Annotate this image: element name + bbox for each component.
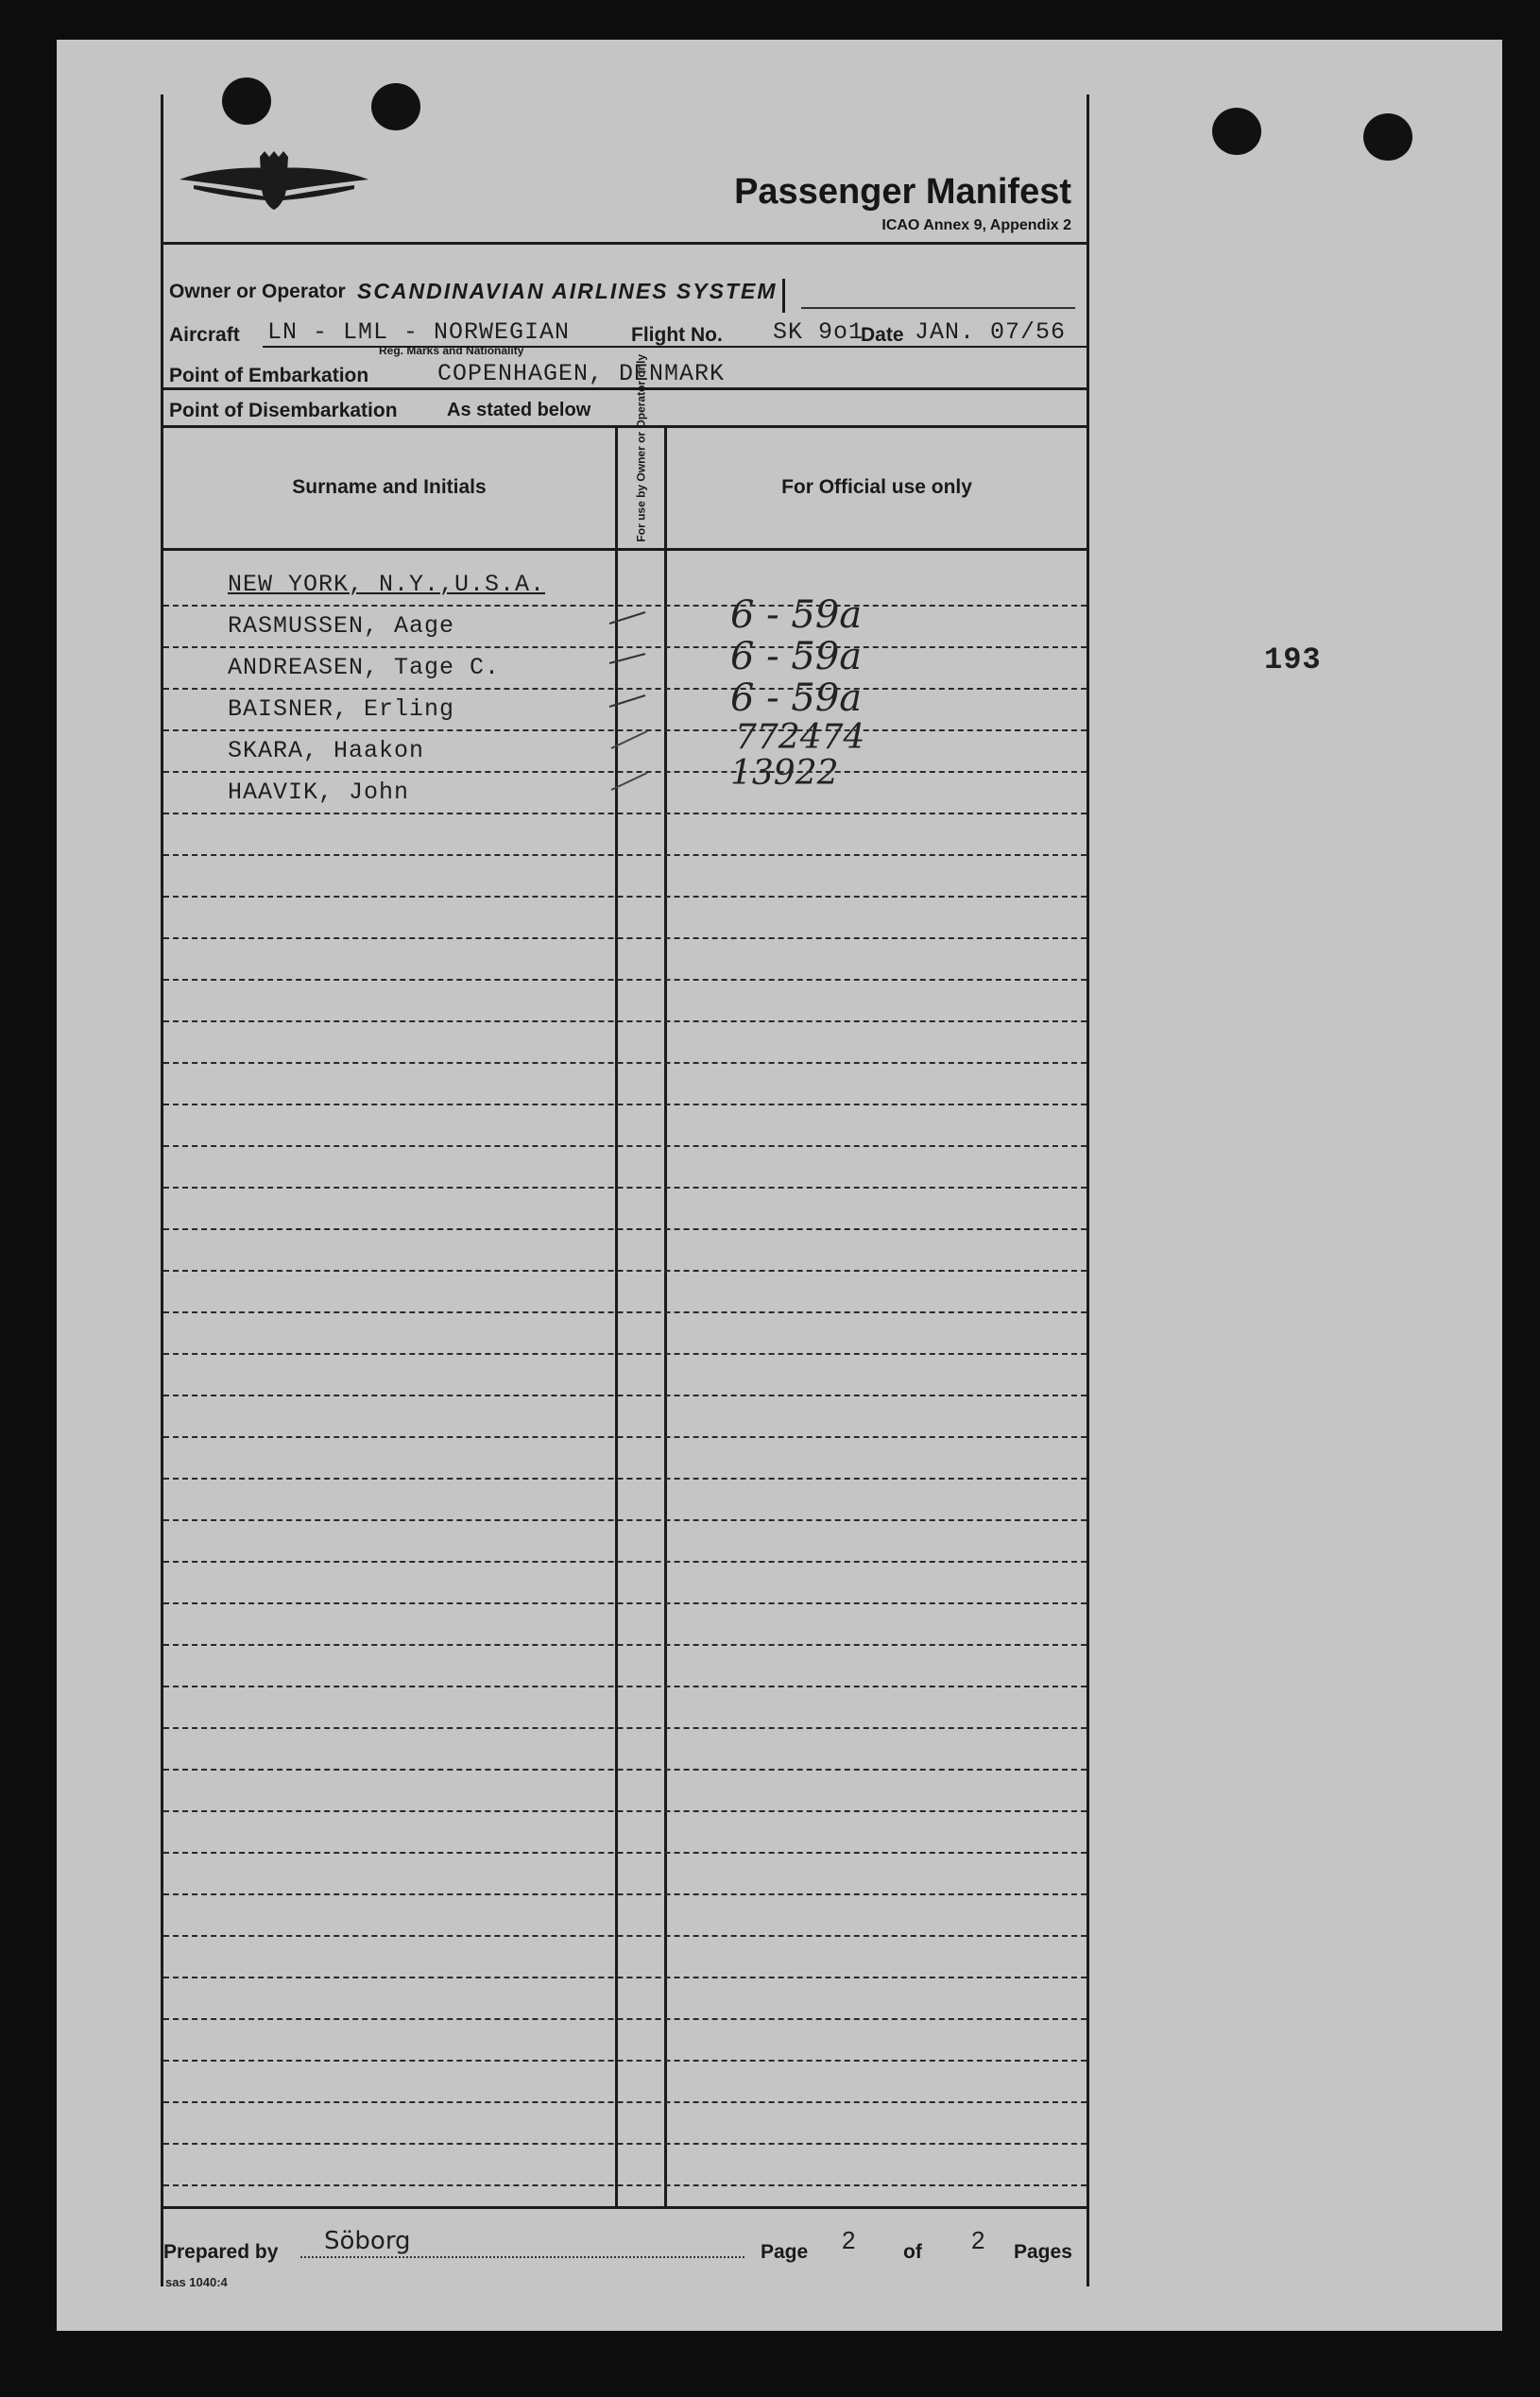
ruled-line (163, 729, 1087, 731)
ruled-line (163, 2060, 1087, 2062)
punch-hole (1363, 113, 1412, 161)
ruled-line (163, 896, 1087, 898)
manifest-subtitle: ICAO Annex 9, Appendix 2 (881, 217, 1071, 233)
airline-wings-logo-icon (175, 149, 373, 225)
ruled-line (163, 1769, 1087, 1771)
flight-label: Flight No. (631, 324, 723, 346)
ruled-line (163, 1810, 1087, 1812)
ruled-line (163, 1644, 1087, 1646)
disembarkation-value: As stated below (447, 400, 591, 420)
official-entry: 13922 (730, 754, 839, 793)
ruled-line (163, 1020, 1087, 1022)
page-stamp-number: 193 (1264, 642, 1322, 677)
ruled-line (163, 1395, 1087, 1396)
ruled-line (163, 1561, 1087, 1563)
ruled-line (163, 1145, 1087, 1147)
owner-value: SCANDINAVIAN AIRLINES SYSTEM (357, 279, 778, 303)
destination-heading: NEW YORK, N.Y.,U.S.A. (228, 571, 546, 598)
table-row: RASMUSSEN, Aage (228, 612, 455, 640)
ruled-line (163, 1977, 1087, 1978)
ruled-line (163, 1935, 1087, 1937)
aircraft-sublabel: Reg. Marks and Nationality (379, 344, 524, 357)
prepared-by-value: Söborg (324, 2227, 411, 2255)
ruled-line (163, 1270, 1087, 1272)
embarkation-value: COPENHAGEN, DENMARK (437, 360, 726, 387)
ruled-line (163, 2184, 1087, 2186)
of-label: of (903, 2241, 922, 2263)
ruled-line (163, 1727, 1087, 1729)
page-number: 2 (842, 2226, 856, 2254)
ruled-line (163, 646, 1087, 648)
ruled-line (163, 605, 1087, 607)
ruled-line (163, 1519, 1087, 1521)
aircraft-label: Aircraft (169, 324, 240, 346)
official-entry: 6 - 59a (730, 635, 863, 678)
ruled-line (163, 1187, 1087, 1189)
ruled-line (163, 979, 1087, 981)
ruled-line (163, 771, 1087, 773)
col-header-name: Surname and Initials (292, 476, 487, 498)
table-row: SKARA, Haakon (228, 737, 425, 764)
ruled-line (163, 1104, 1087, 1105)
manifest-form (161, 94, 1089, 2289)
ruled-line (163, 2143, 1087, 2145)
manifest-title: Passenger Manifest (734, 172, 1071, 212)
ruled-line (163, 854, 1087, 856)
ruled-line (163, 2018, 1087, 2020)
official-entry: 772474 (735, 718, 865, 757)
ruled-line (163, 2101, 1087, 2103)
owner-label: Owner or Operator (169, 281, 346, 302)
ruled-line (163, 1686, 1087, 1687)
table-row: BAISNER, Erling (228, 695, 455, 723)
punch-hole (1212, 108, 1261, 155)
col-header-owner: For use by Owner or Operator only (633, 354, 647, 542)
table-row: HAAVIK, John (228, 779, 410, 806)
form-code: sas 1040:4 (165, 2275, 228, 2289)
ruled-line (163, 1228, 1087, 1230)
ruled-line (163, 813, 1087, 814)
page-total: 2 (971, 2226, 985, 2254)
owner-check-marks-icon (607, 605, 674, 813)
ruled-line (163, 1353, 1087, 1355)
ruled-line (163, 688, 1087, 690)
prepared-by-label: Prepared by (163, 2241, 279, 2263)
ruled-line (163, 1478, 1087, 1480)
pages-label: Pages (1014, 2241, 1072, 2263)
owner-divider (782, 279, 785, 313)
official-entry: 6 - 59a (730, 676, 863, 720)
ruled-line (163, 1893, 1087, 1895)
date-label: Date (861, 324, 904, 346)
disembarkation-label: Point of Disembarkation (169, 400, 398, 421)
date-value: JAN. 07/56 (915, 318, 1067, 346)
official-entry: 6 - 59a (730, 593, 863, 637)
table-row: ANDREASEN, Tage C. (228, 654, 501, 681)
ruled-line (163, 1602, 1087, 1604)
aircraft-value: LN - LML - NORWEGIAN (267, 318, 571, 346)
ruled-line (163, 1062, 1087, 1064)
embarkation-label: Point of Embarkation (169, 365, 369, 386)
ruled-line (163, 1311, 1087, 1313)
ruled-line (163, 1852, 1087, 1854)
page-label: Page (761, 2241, 809, 2263)
ruled-line (163, 1436, 1087, 1438)
ruled-line (163, 937, 1087, 939)
flight-value: SK 9o1 (773, 318, 864, 346)
col-header-official: For Official use only (781, 476, 972, 498)
